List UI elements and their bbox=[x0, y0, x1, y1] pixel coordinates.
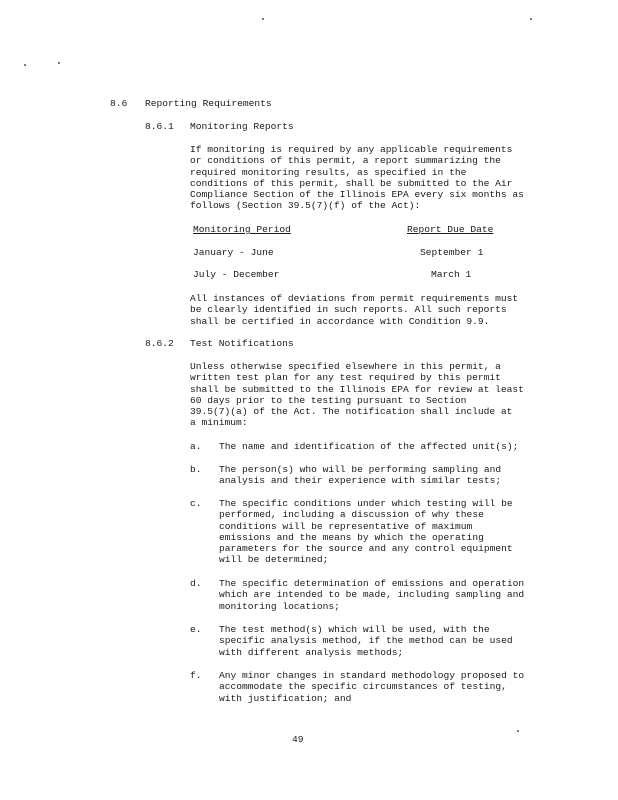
section-number: 8.6 bbox=[110, 98, 128, 109]
list-item-text: The person(s) who will be performing sampling and analysis and their experience with similar tests; bbox=[219, 464, 502, 487]
test-notifications-body: Unless otherwise specified elsewhere in this permit, a written test plan for any test required by this permit shall be submitted to the Illinois EPA for review at least 60 days prior to the testing pursuant to Section 39.5(7)(a) of the Act. The notification shall include at a minimum: bbox=[190, 361, 524, 429]
section-title: Reporting Requirements bbox=[145, 98, 272, 109]
subsection-title: Test Notifications bbox=[190, 338, 294, 349]
scan-speck bbox=[58, 62, 60, 64]
list-item-text: The test method(s) which will be used, with the specific analysis method, if the method can be used with different analysis methods; bbox=[219, 624, 513, 658]
list-item-text: Any minor changes in standard methodology proposed to accommodate the specific circumstances of testing, with justification; and bbox=[219, 670, 525, 704]
table-header-period: Monitoring Period bbox=[193, 224, 291, 235]
table-row-due: September 1 bbox=[420, 247, 484, 258]
scan-speck bbox=[262, 18, 264, 20]
scan-speck bbox=[530, 18, 532, 20]
scan-speck bbox=[24, 64, 26, 66]
subsection-title: Monitoring Reports bbox=[190, 121, 294, 132]
list-item-text: The specific determination of emissions and operation which are intended to be made, including sampling and monitoring locations; bbox=[219, 578, 525, 612]
list-item-text: The specific conditions under which testing will be performed, including a discussion of why these conditions will be representative of maximum emissions and the means by which the operating parameters for the source and any control equipment will be determined; bbox=[219, 498, 513, 566]
list-item-letter: c. bbox=[190, 498, 202, 509]
list-item-letter: e. bbox=[190, 624, 202, 635]
list-item-letter: f. bbox=[190, 670, 202, 681]
table-row-period: July - December bbox=[193, 269, 280, 280]
monitoring-closing: All instances of deviations from permit requirements must be clearly identified in such reports. All such reports shall be certified in accordance with Condition 9.9. bbox=[190, 293, 519, 327]
page-number: 49 bbox=[292, 734, 304, 745]
list-item-letter: b. bbox=[190, 464, 202, 475]
list-item-letter: d. bbox=[190, 578, 202, 589]
list-item-letter: a. bbox=[190, 441, 202, 452]
table-row-due: March 1 bbox=[431, 269, 472, 280]
table-header-due: Report Due Date bbox=[407, 224, 494, 235]
table-row-period: January - June bbox=[193, 247, 274, 258]
scan-speck bbox=[517, 730, 519, 732]
subsection-number: 8.6.2 bbox=[145, 338, 174, 349]
monitoring-body: If monitoring is required by any applicable requirements or conditions of this permit, a report summarizing the required monitoring results, as specified in the conditions of this permit, shall be submitted to the Air Compliance Section of the Illinois EPA every six months as follows (Section 39.5(7)(f) of the Act): bbox=[190, 144, 524, 212]
list-item-text: The name and identification of the affected unit(s); bbox=[219, 441, 519, 452]
subsection-number: 8.6.1 bbox=[145, 121, 174, 132]
